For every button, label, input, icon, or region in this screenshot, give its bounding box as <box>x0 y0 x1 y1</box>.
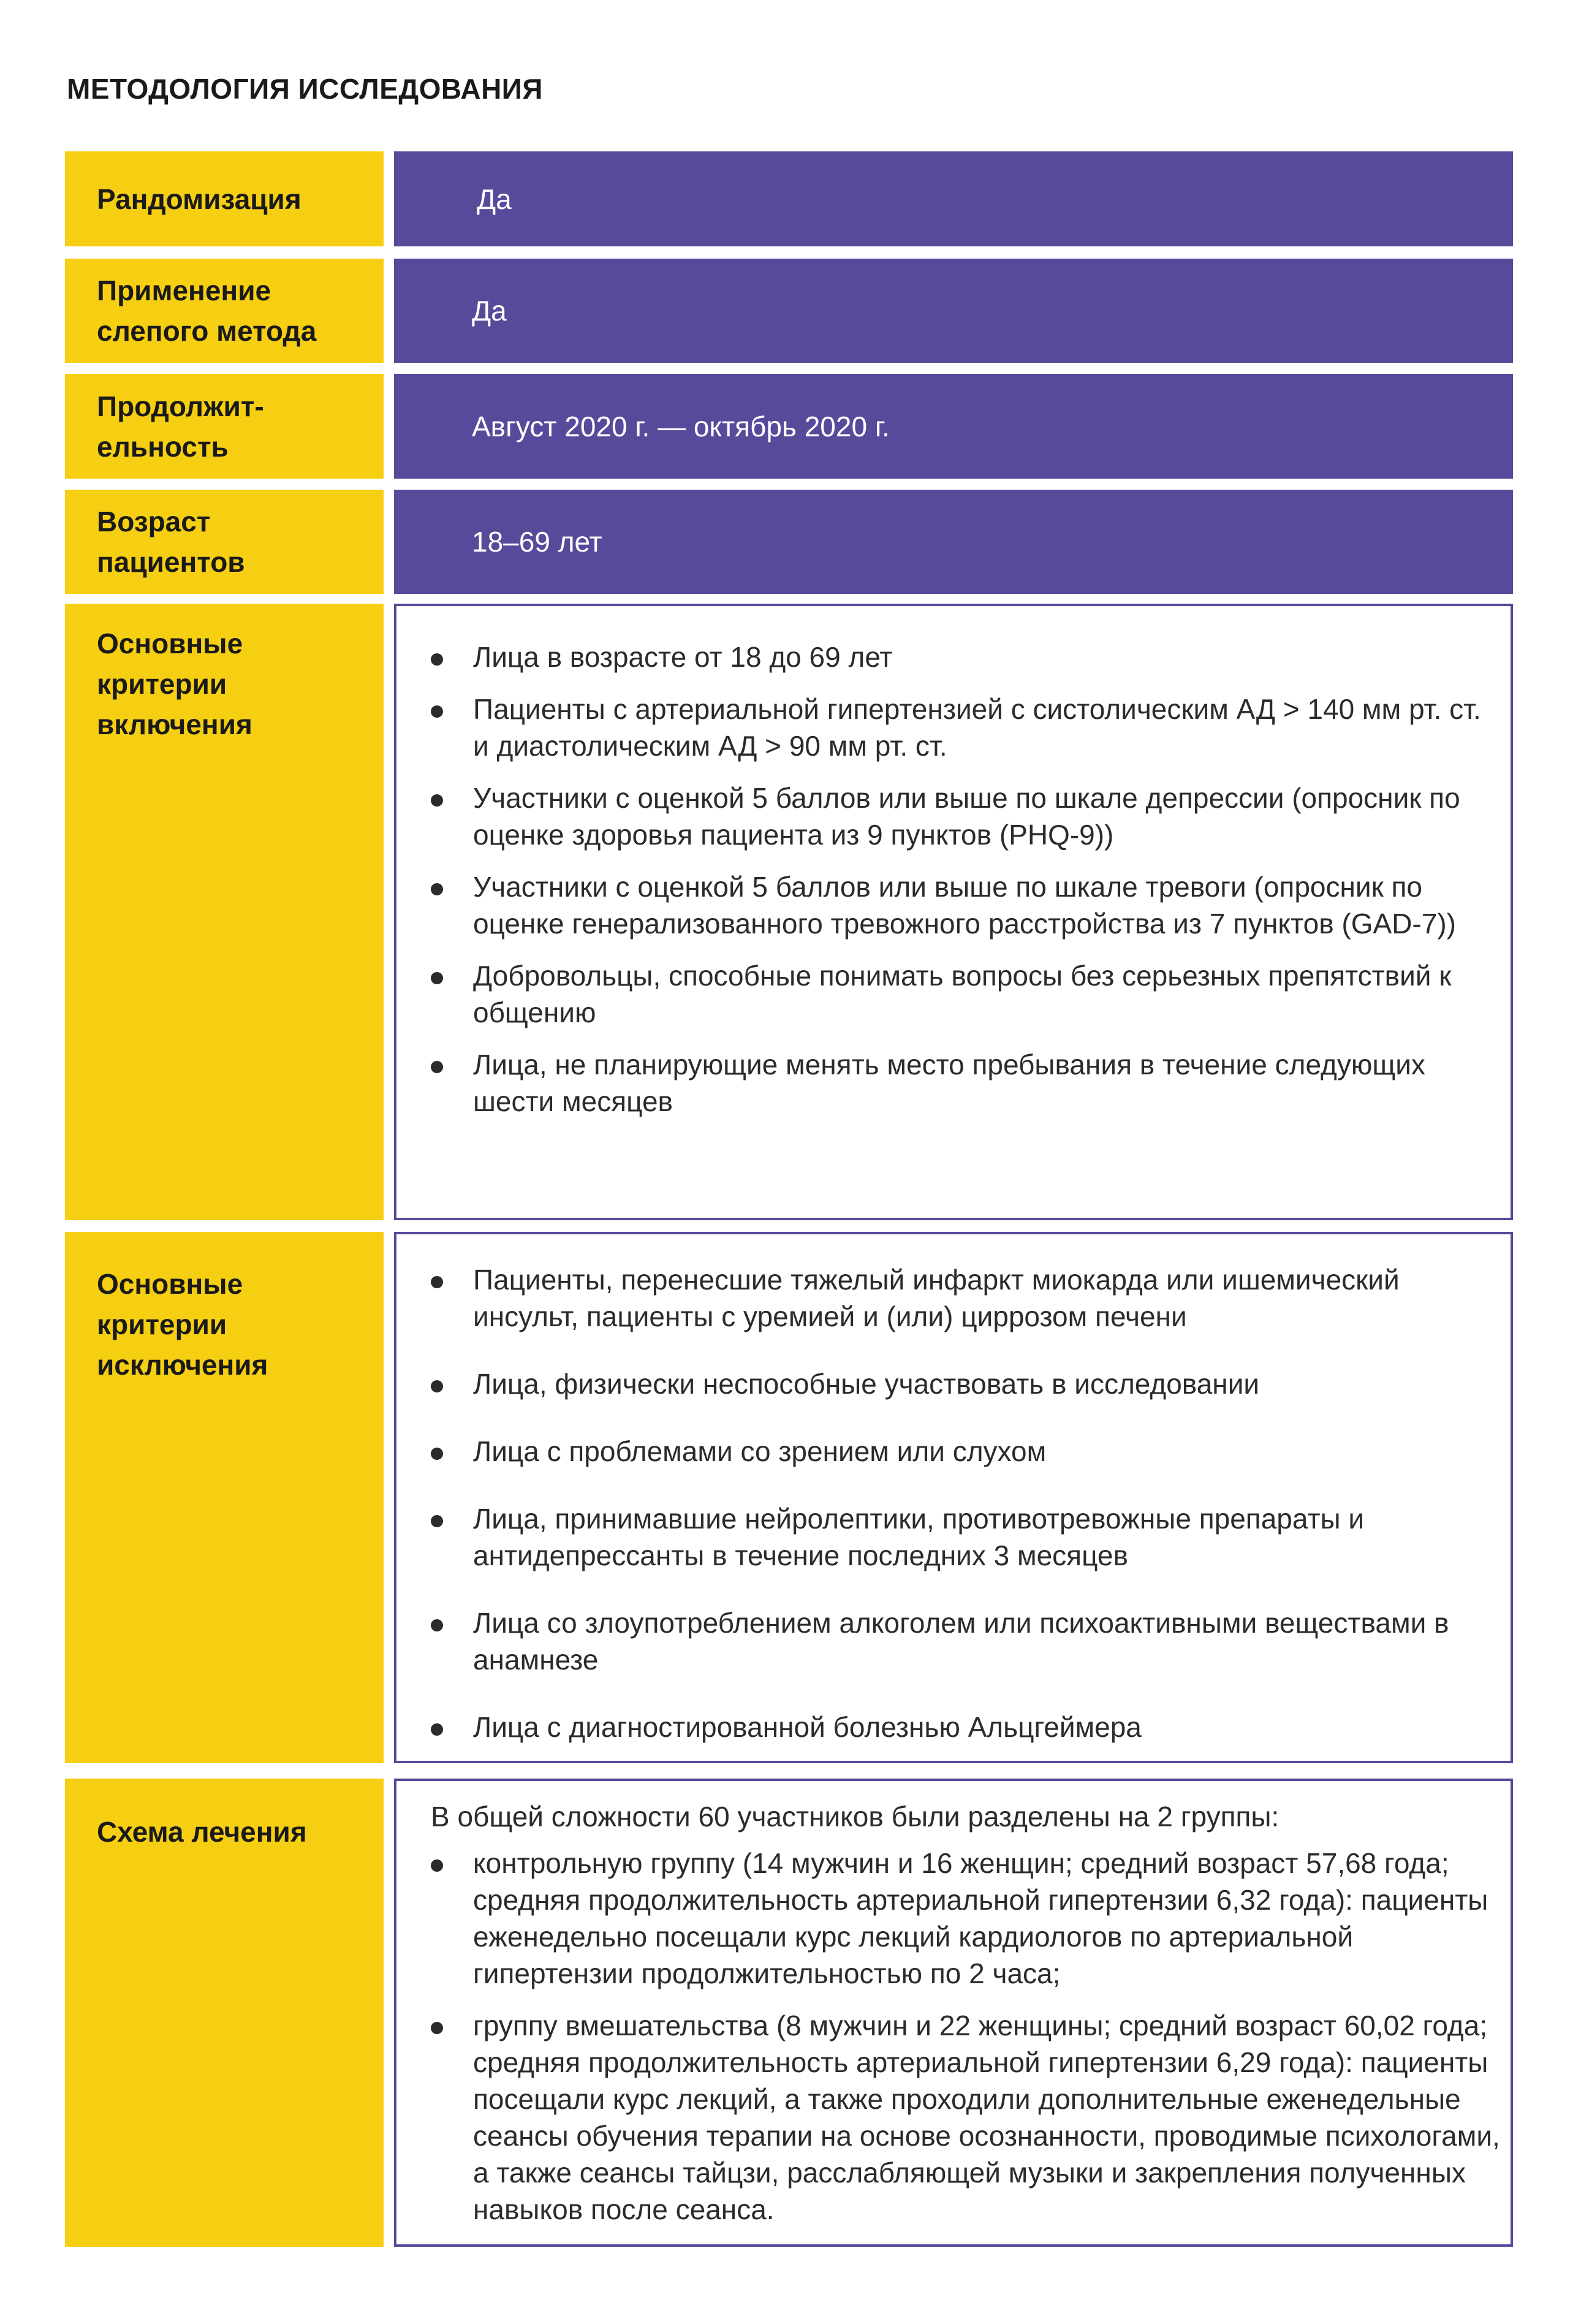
duration-value: Август 2020 г. — октябрь 2020 г. <box>394 374 1513 479</box>
list-item: группу вмешательства (8 мужчин и 22 женщины; средний возраст 60,02 года; средняя продолжительность артериальной гипертензии 6,29 года): пациенты посещали курс лекций, а также проходили дополнительные еженедельные сеансы обучения терапии на основе осознанности, проводимые психологами, а также сеансы тайцзи, расслабляющей музыки и закрепления полученных навыков после сеанса. <box>396 2007 1511 2228</box>
list-item: Лица с диагностированной болезнью Альцгеймера <box>396 1709 1511 1745</box>
duration-label <box>65 374 384 479</box>
list-item: Пациенты, перенесшие тяжелый инфаркт миокарда или ишемический инсульт, пациенты с уремией и (или) циррозом печени <box>396 1261 1511 1335</box>
blinding-value: Да <box>394 259 1513 363</box>
treatment-box <box>394 1779 1513 2247</box>
list-item: Лица в возрасте от 18 до 69 лет <box>396 639 1511 675</box>
list-item: Лица, физически неспособные участвовать в исследовании <box>396 1365 1511 1402</box>
randomization-value: Да <box>394 151 1513 246</box>
inclusion-box <box>394 604 1513 1220</box>
list-item: Лица со злоупотреблением алкоголем или психоактивными веществами в анамнезе <box>396 1604 1511 1678</box>
exclusion-box <box>394 1232 1513 1763</box>
inclusion-list <box>396 606 1511 1120</box>
list-item: Пациенты с артериальной гипертензией с систолическим АД > 140 мм рт. ст. и диастолическим АД > 90 мм рт. ст. <box>396 691 1511 764</box>
list-item: Участники с оценкой 5 баллов или выше по шкале депрессии (опросник по оценке здоровья пациента из 9 пунктов (PHQ-9)) <box>396 780 1511 853</box>
duration-label-text: Продолжит-ельность <box>97 390 264 463</box>
blinding-label <box>65 259 384 363</box>
list-item: Добровольцы, способные понимать вопросы без серьезных препятствий к общению <box>396 957 1511 1031</box>
treatment-list <box>396 1845 1511 2228</box>
exclusion-label <box>65 1232 384 1763</box>
inclusion-label <box>65 604 384 1220</box>
list-item: контрольную группу (14 мужчин и 16 женщин; средний возраст 57,68 года; средняя продолжительность артериальной гипертензии 6,32 года): пациенты еженедельно посещали курс лекций кардиологов по артериальной гипертензии продолжительностью по 2 часа; <box>396 1845 1511 1992</box>
treatment-intro: В общей сложности 60 участников были разделены на 2 группы: <box>431 1801 1280 1832</box>
age-label-text: Возраст пациентов <box>97 506 245 578</box>
age-label <box>65 490 384 594</box>
list-item: Лица, принимавшие нейролептики, противотревожные препараты и антидепрессанты в течение последних 3 месяцев <box>396 1500 1511 1574</box>
blinding-label-text: Применение слепого метода <box>97 275 317 347</box>
list-item: Лица, не планирующие менять место пребывания в течение следующих шести месяцев <box>396 1046 1511 1120</box>
treatment-label <box>65 1779 384 2247</box>
randomization-label: Рандомизация <box>65 151 384 246</box>
exclusion-list <box>396 1234 1511 1745</box>
list-item: Лица с проблемами со зрением или слухом <box>396 1433 1511 1470</box>
age-value: 18–69 лет <box>394 490 1513 594</box>
list-item: Участники с оценкой 5 баллов или выше по шкале тревоги (опросник по оценке генерализованного тревожного расстройства из 7 пунктов (GAD-7)) <box>396 868 1511 942</box>
page-title: МЕТОДОЛОГИЯ ИССЛЕДОВАНИЯ <box>67 73 543 105</box>
exclusion-label-text: Основные критерии исключения <box>97 1268 268 1381</box>
treatment-label-text: Схема лечения <box>97 1816 307 1848</box>
inclusion-label-text: Основные критерии включения <box>97 628 252 740</box>
